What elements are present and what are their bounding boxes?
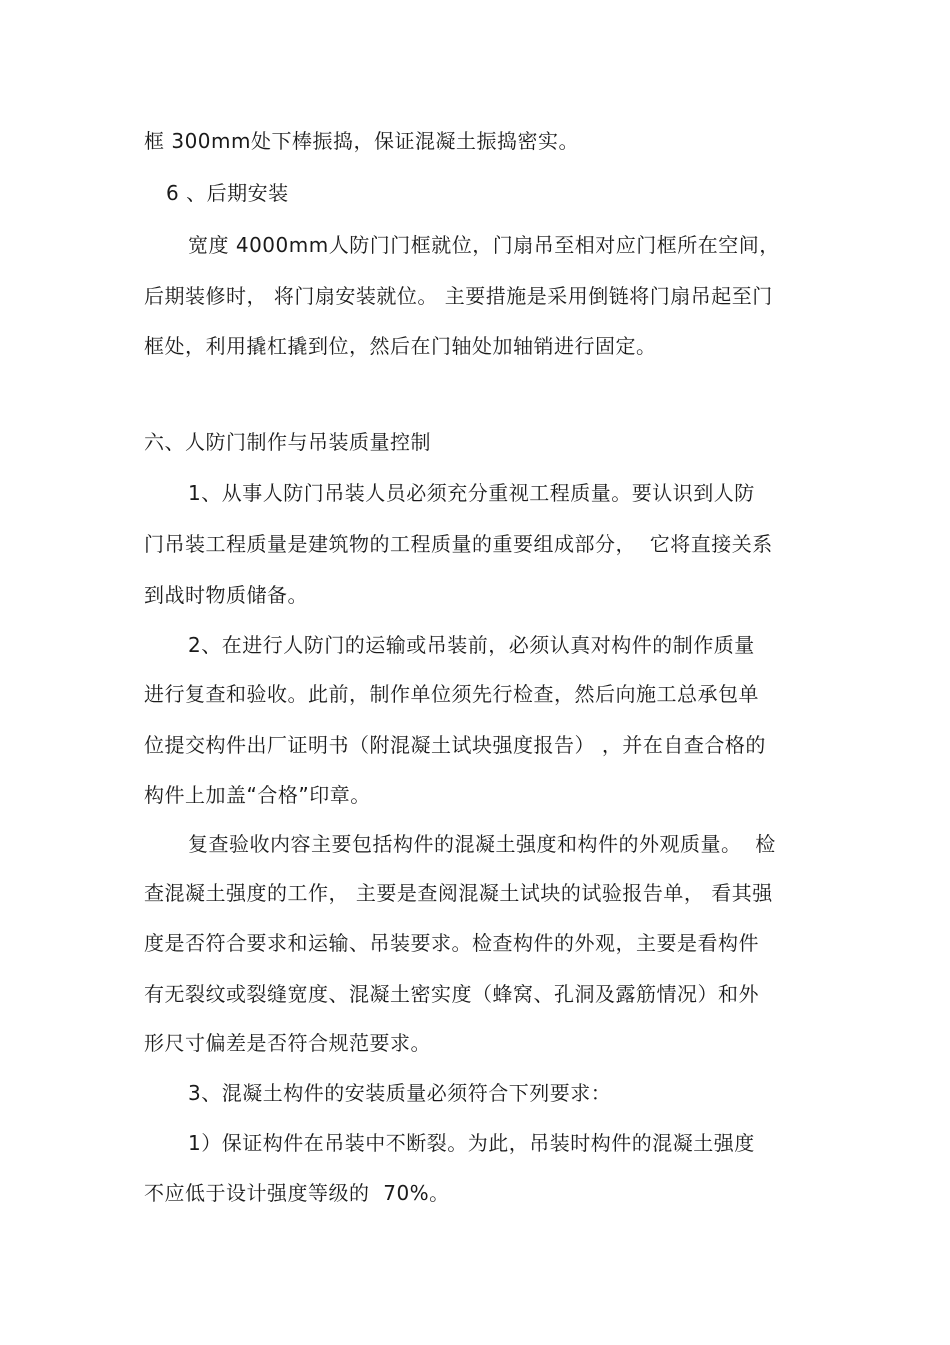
paragraph-line: 1、从事人防门吊装人员必须充分重视工程质量。要认识到人防 (188, 481, 755, 505)
section-heading: 6 、后期安装 (166, 181, 289, 205)
paragraph-line: 到战时物质储备。 (144, 583, 308, 607)
paragraph-line: 度是否符合要求和运输、吊装要求。检查构件的外观，主要是看构件 (144, 931, 759, 955)
paragraph-line: 1）保证构件在吊装中不断裂。为此，吊装时构件的混凝土强度 (188, 1131, 755, 1155)
paragraph-line: 2、在进行人防门的运输或吊装前，必须认真对构件的制作质量 (188, 633, 755, 657)
paragraph-line: 框处，利用撬杠撬到位，然后在门轴处加轴销进行固定。 (144, 334, 657, 358)
paragraph-line: 进行复查和验收。此前，制作单位须先行检查，然后向施工总承包单 (144, 682, 759, 706)
paragraph-line: 查混凝土强度的工作， 主要是查阅混凝土试块的试验报告单， 看其强 (144, 881, 773, 905)
paragraph-line: 不应低于设计强度等级的 70%。 (144, 1181, 450, 1205)
paragraph-line: 后期装修时， 将门扇安装就位。 主要措施是采用倒链将门扇吊起至门 (144, 284, 773, 308)
paragraph-line: 形尺寸偏差是否符合规范要求。 (144, 1031, 431, 1055)
paragraph-line: 框 300mm处下棒振捣，保证混凝土振捣密实。 (144, 129, 579, 153)
paragraph-line: 3、混凝土构件的安装质量必须符合下列要求： (188, 1081, 612, 1105)
paragraph-line: 宽度 4000mm人防门门框就位，门扇吊至相对应门框所在空间， (188, 233, 780, 257)
paragraph-line: 位提交构件出厂证明书（附混凝土试块强度报告） ，并在自查合格的 (144, 733, 766, 757)
paragraph-line: 门吊装工程质量是建筑物的工程质量的重要组成部分， 它将直接关系 (144, 532, 773, 556)
paragraph-line: 复查验收内容主要包括构件的混凝土强度和构件的外观质量。 检 (188, 832, 776, 856)
section-heading: 六、人防门制作与吊装质量控制 (144, 430, 431, 454)
paragraph-line: 构件上加盖“合格”印章。 (144, 783, 371, 807)
paragraph-line: 有无裂纹或裂缝宽度、混凝土密实度（蜂窝、孔洞及露筋情况）和外 (144, 982, 759, 1006)
